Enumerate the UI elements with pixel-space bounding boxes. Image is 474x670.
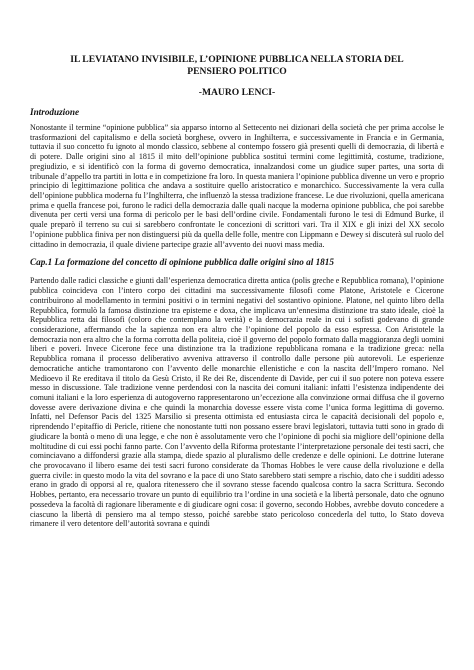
chapter-1-heading: Cap.1 La formazione del concetto di opinione pubblica dalle origini sino al 1815 — [30, 257, 334, 268]
introduction-heading: Introduzione — [30, 107, 80, 117]
chapter-1-paragraph: Partendo dalle radici classiche e giunti dall’esperienza democratica diretta antica (polis greche e Repubblica romana), l’opinione pubblica coincideva con l’intero corpo dei cittadini ma successivamente filosofi come Platone, Aristotele e Cicerone contribuirono al modellamento in termini positivi o in termini negativi del sostantivo opinione. Platone, nel quinto libro della Repubblica, formulò la famosa distinzione tra episteme e doxa, che implicava un’ennesima distinzione tra stato ideale, cioè la Repubblica retta dai filosofi (coloro che contemplano la verità) e la democrazia reale in cui i sofisti godevano di grande considerazione, affermando che la sapienza non era altro che l’opinione del popolo da esso espressa. Con Aristotele la democrazia non era altro che la forma corrotta della politeia, cioè il governo del popolo formato dalla maggioranza degli uomini liberi e poveri. Invece Cicerone fece una distinzione tra la tradizione repubblicana romana e la tradizione greca: nella Repubblica romana il processo deliberativo avveniva attraverso il controllo dalle persone più autorevoli. Le esperienze democratiche antiche tramontarono con l’avvento delle monarchie ellenistiche e con la nascita dell’Impero romano. Nel Medioevo il Re ereditava il titolo da Gesù Cristo, il Re dei Re, discendente di Davide, per cui il suo potere non poteva essere messo in discussione. Tale tradizione venne perdendosi con la nascita dei comuni italiani: infatti l’esistenza indipendente dei comuni italiani e la loro esperienza di autogoverno rappresentarono un’eccezione alla convinzione ormai diffusa che il governo dovesse avere derivazione divina e che quindi la monarchia dovesse essere vista come l’unica forma legittima di governo. Infatti, nel Defensor Pacis del 1325 Marsilio si presenta ottimista ed entusiasta circa le capacità decisionali del popolo e, riprendendo l’epitaffio di Pericle, ritiene che nonostante tutti non possano essere bravi legislatori, tuttavia tutti sono in grado di giudicare la bontà o meno di una legge, e che non è assolutamente vero che l’opinione di pochi sia migliore dell’opinione della moltitudine di cui essi pochi fanno parte. Con l’avvento della Riforma protestante l’interpretazione personale dei testi sacri, che cominciavano a diffondersi grazie alla stampa, diede spazio al pluralismo delle credenze e delle opinioni. Le dottrine luterane che provocavano il libero esame dei testi sacri furono considerate da Thomas Hobbes le vere cause della rivoluzione e della guerra civile: in questo modo la vita del sovrano e la pace di uno Stato sarebbero stati sempre a rischio, dato che i sudditi adesso erano in grado di opporsi al re, qualora ritenessero che il sovrano stesse facendo qualcosa contro la sacra Scrittura. Secondo Hobbes, pertanto, era necessario trovare un punto di equilibrio tra l’ordine in una società e la libertà personale, dato che ognuno possedeva la facoltà di ragionare liberamente e di giudicare ogni cosa: il governo, secondo Hobbes, avrebbe dovuto concedere a ciascuno la libertà di pensiero ma al tempo stesso, poiché sarebbe stato pericoloso concederla del tutto, lo Stato doveva rimanere il vero detentore dell’autorità sovrana e quindi — [30, 276, 444, 529]
introduction-paragraph: Nonostante il termine “opinione pubblica” sia apparso intorno al Settecento nei dizionari della società che per prima accolse le trasformazioni del capitalismo e della società borghese, ovvero in Inghilterra, e successivamente in Francia e in Germania, tuttavia il suo concetto fu ignoto al mondo classico, sebbene al contempo fossero già presenti quelli di democrazia, di libertà e di potere. Dalle origini sino al 1815 il mito dell’opinione pubblica sostituì termini come legittimità, costume, tradizione, pregiudizio, e si identificò con la forma di governo democratica, innalzandosi come un giudice super partes, una sorta di tribunale d’appello tra partiti in lotta e in competizione fra loro. In questa maniera l’opinione pubblica divenne un vero e proprio principio di legittimazione politica che andava a sostituire quello aristocratico e monarchico. Successivamente la vera culla dell’opinione pubblica moderna fu l’Inghilterra, che influenzò la stessa tradizione francese. Le due rivoluzioni, quella americana prima e quella francese poi, furono le radici della democrazia dalle quali nacque la moderna opinione pubblica, che poi sarebbe divenuta per certi versi una forma di pericolo per le basi dell’ordine civile. Fondamentali furono le tesi di Edmund Burke, il quale preparò il terreno su cui si sarebbero confrontate le concezioni di scrittori vari. Tra il XIX e gli inizi del XX secolo l’opinione pubblica finiva per non distinguersi più da quella delle folle, mentre con Lippmann e Dewey si discuterà sul ruolo del cittadino in democrazia, il quale diviene partecipe grazie all’avvento dei nuovi mass media. — [30, 123, 444, 249]
document-title: IL LEVIATANO INVISIBILE, L’OPINIONE PUBBLICA NELLA STORIA DEL PENSIERO POLITICO — [70, 54, 404, 77]
document-author: -MAURO LENCI- — [198, 87, 276, 98]
